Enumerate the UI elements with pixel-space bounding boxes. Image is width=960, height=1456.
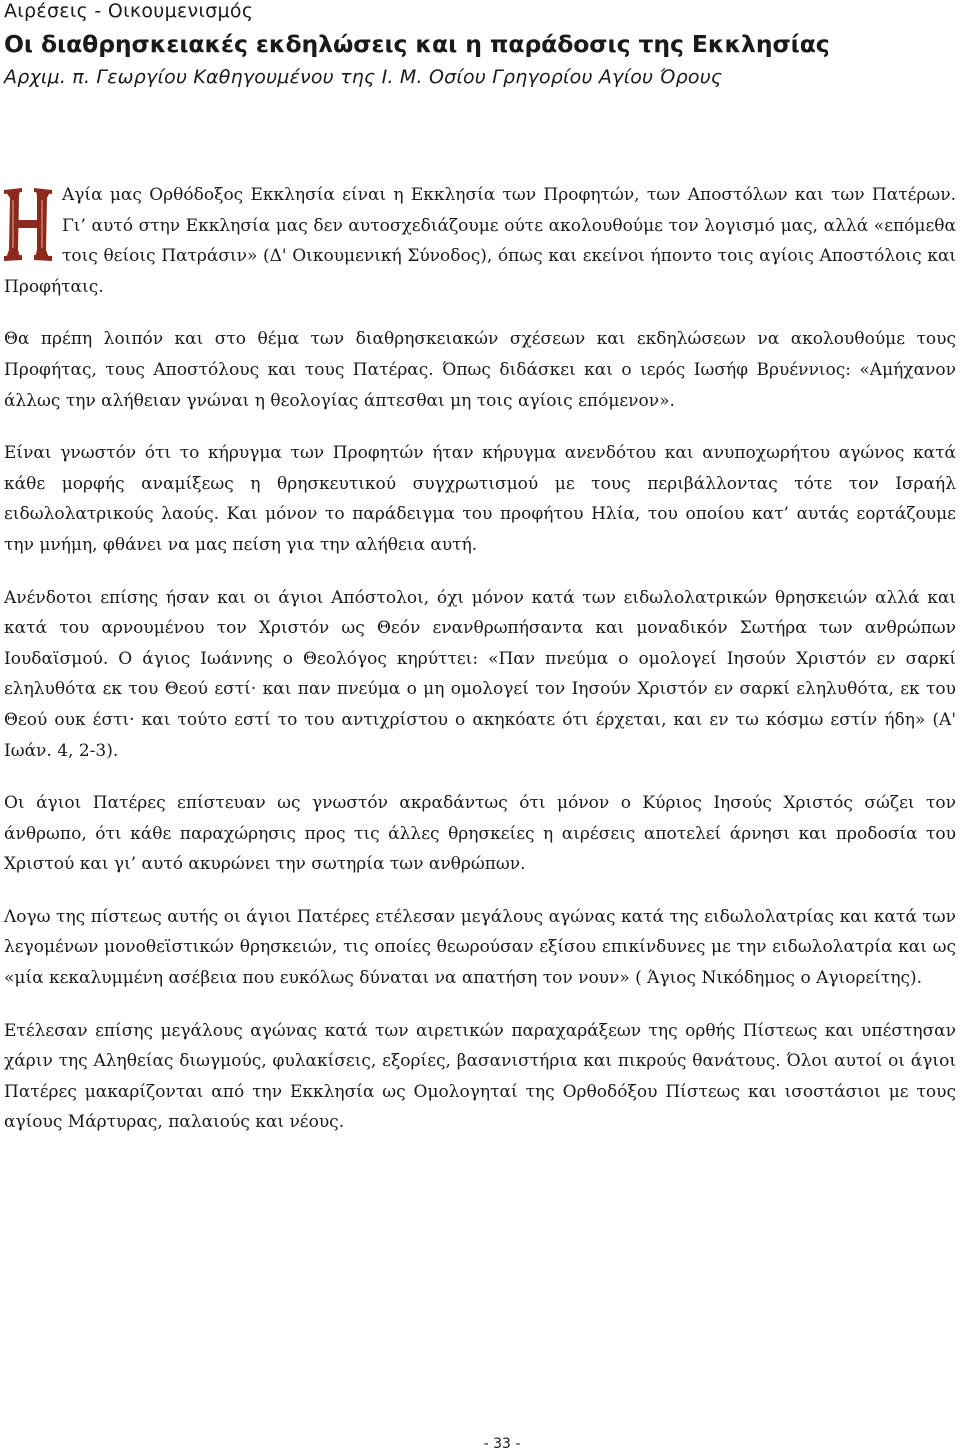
author-line: Αρχιμ. π. Γεωργίου Καθηγουμένου της Ι. Μ. Οσίου Γρηγορίου Αγίου Όρους [4,66,723,88]
paragraph-7: Ετέλεσαν επίσης μεγάλους αγώνας κατά των αιρετικών παραχαράξεων της ορθής Πίστεως και υπέστησαν χάριν της Αληθείας διωγμούς, φυλακίσεις, εξορίες, βασανιστήρια και πικρούς θανάτους. Όλοι αυτοί οι άγιοι Πατέρες μακαρίζονται από την Εκκλησία ως Ομολογηταί της Ορθοδόξου Πίστεως και ισοστάσιοι με τους αγίους Μάρτυρας, παλαιούς και νέους. [4,1020,956,1133]
paragraph-4: Ανένδοτοι επίσης ήσαν και οι άγιοι Απόστολοι, όχι μόνον κατά των ειδωλολατρικών θρησκειών αλλά και κατά του αρνουμένου τον Χριστόν ως Θεόν ενανθρωπήσαντα και μοναδικόν Σωτήρα των ανθρώπων Ιουδαϊσμού. Ο άγιος Ιωάννης ο Θεολόγος κηρύττει: «Παν πνεύμα ο ομολογεί Ιησούν Χριστόν εν σαρκί εληλυθότα εκ του Θεού εστί· και παν πνεύμα ο μη ομολογεί τον Ιησούν Χριστόν εν σαρκί εληλυθότα, εκ του Θεού ουκ έστι· και τούτο εστί το του αντιχρίστου ο ακηκόατε ότι έρχεται, και εν τω κόσμω εστίν ήδη» (Α' Ιωάν. 4, 2-3). [4,587,956,761]
paragraph-1: Αγία μας Ορθόδοξος Εκκλησία είναι η Εκκλησία των Προφητών, των Αποστόλων και των Πατέρων. Γι’ αυτό στην Εκκλησία μας δεν αυτοσχεδιάζουμε ούτε ακολουθούμε τον λογισμό μας, αλλά «επόμεθα τοις θείοις Πατράσιν» (Δ' Οικουμενική Σύνοδος), όπως και εκείνοι ήποντο τοις αγίοις Αποστόλοις και Προφήταις. [4,185,956,297]
paragraph-3: Είναι γνωστόν ότι το κήρυγμα των Προφητών ήταν κήρυγμα ανενδότου και ανυποχωρήτου αγώνος κατά κάθε μορφής αναμίξεως η θρησκευτικού συγχρωτισμού με τους περιβάλλοντας τότε τον Ισραήλ ειδωλολατρικούς λαούς. Και μόνον το παράδειγμα του προφήτου Ηλία, του οποίου κατ’ αυτάς εορτάζουμε την μνήμη, φθάνει να μας πείση για την αλήθεια αυτή. [4,443,956,555]
paragraph-6: Λογω της πίστεως αυτής οι άγιοι Πατέρες ετέλεσαν μεγάλους αγώνας κατά της ειδωλολατρίας και κατά των λεγομένων μονοθεϊστικών θρησκειών, τις οποίες θεωρούσαν εξίσου επικίνδυνες με την ειδωλολατρία και ως «μία κεκαλυμμένη ασέβεια που ευκόλως δύναται να απατήση τον νουν» ( Άγιος Νικόδημος ο Αγιορείτης). [4,906,956,989]
page-number: - 33 - [483,1436,521,1452]
page-title: Οι διαθρησκειακές εκδηλώσεις και η παράδοσις της Εκκλησίας [4,30,830,58]
dropcap-eta-icon [4,186,52,262]
section-kicker: Αιρέσεις - Οικουμενισμός [4,0,254,22]
paragraph-2: Θα πρέπη λοιπόν και στο θέμα των διαθρησκειακών σχέσεων και εκδηλώσεων να ακολουθούμε τους Προφήτας, τους Αποστόλους και τους Πατέρας. Όπως διδάσκει και ο ιερός Ιωσήφ Βρυέννιος: «Αμήχανον άλλως την αλήθειαν γνώναι η θεολογίας άπτεσθαι μη τοις αγίοις επόμενον». [4,329,956,411]
article-body [4,180,956,1160]
paragraph-5: Οι άγιοι Πατέρες επίστευαν ως γνωστόν ακραδάντως ότι μόνον ο Κύριος Ιησούς Χριστός σώζει τον άνθρωπο, ότι κάθε παραχώρησις προς τις άλλες θρησκείες η αιρέσεις αποτελεί άρνησι και προδοσία του Χριστού και γι’ αυτό ακυρώνει την σωτηρία των ανθρώπων. [4,793,956,875]
